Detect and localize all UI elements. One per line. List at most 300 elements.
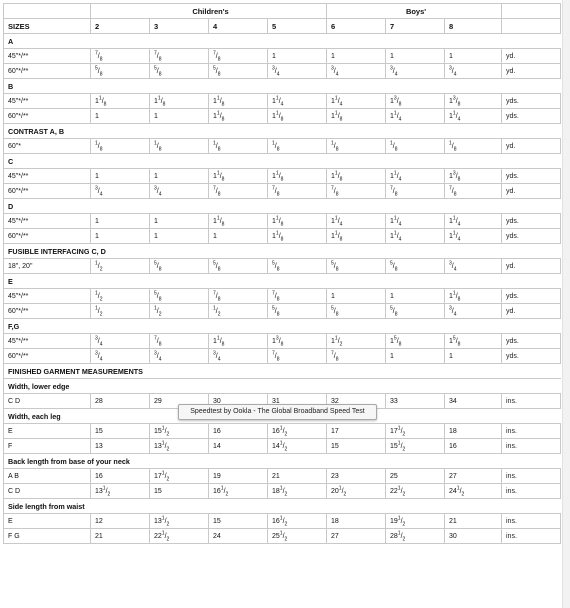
unit-cell: yd. <box>502 259 561 274</box>
value-cell: $^7/_8$ <box>209 289 268 304</box>
empty-cell <box>268 319 327 334</box>
row-label: 45"*/** <box>4 94 91 109</box>
unit-cell: yd. <box>502 304 561 319</box>
value-cell: 21 <box>91 529 150 544</box>
value-cell: $17^1/_2$ <box>150 469 209 484</box>
value-cell: 16 <box>91 469 150 484</box>
empty-cell <box>502 79 561 94</box>
empty-cell <box>268 154 327 169</box>
table-row <box>4 514 561 529</box>
empty-cell <box>209 79 268 94</box>
section-label: Back length from base of your neck <box>4 454 91 469</box>
yardage-chart <box>3 3 561 544</box>
header-blank <box>4 4 91 19</box>
empty-cell <box>327 124 386 139</box>
value-cell: 16 <box>445 439 502 454</box>
value-cell: $1^1/_8$ <box>268 214 327 229</box>
value-cell: 30 <box>445 529 502 544</box>
value-cell: $^5/_8$ <box>150 289 209 304</box>
empty-cell <box>327 454 386 469</box>
value-cell: $^1/_2$ <box>91 259 150 274</box>
value-cell: $^7/_8$ <box>150 49 209 64</box>
empty-cell <box>502 274 561 289</box>
empty-cell <box>150 34 209 49</box>
value-cell: 1 <box>91 229 150 244</box>
row-label: E <box>4 424 91 439</box>
empty-cell <box>209 379 268 394</box>
empty-cell <box>91 34 150 49</box>
value-cell: $1^3/_8$ <box>445 94 502 109</box>
value-cell: $22^1/_2$ <box>150 529 209 544</box>
unit-cell: yds. <box>502 289 561 304</box>
value-cell: $1^1/_8$ <box>209 94 268 109</box>
table-row <box>4 259 561 274</box>
value-cell: $^3/_4$ <box>386 64 445 79</box>
section-label: C <box>4 154 91 169</box>
value-cell: 32 <box>327 394 386 409</box>
empty-cell <box>386 79 445 94</box>
value-cell: $^5/_8$ <box>150 259 209 274</box>
value-cell: $1^5/_8$ <box>386 334 445 349</box>
unit-cell: ins. <box>502 529 561 544</box>
empty-cell <box>91 499 150 514</box>
value-cell: $1^1/_4$ <box>445 214 502 229</box>
value-cell: 15 <box>209 514 268 529</box>
value-cell: $^3/_4$ <box>150 349 209 364</box>
empty-cell <box>91 409 150 424</box>
empty-cell <box>445 319 502 334</box>
value-cell: $1^5/_8$ <box>445 334 502 349</box>
table-row <box>4 529 561 544</box>
value-cell: $1^1/_4$ <box>327 214 386 229</box>
value-cell: $1^1/_4$ <box>386 109 445 124</box>
value-cell: 13 <box>91 439 150 454</box>
section-row <box>4 124 561 139</box>
empty-cell <box>91 79 150 94</box>
value-cell: $18^1/_2$ <box>268 484 327 499</box>
value-cell: $1^3/_8$ <box>268 334 327 349</box>
value-cell: $^3/_4$ <box>445 304 502 319</box>
value-cell: $13^1/_2$ <box>150 514 209 529</box>
value-cell: $^7/_8$ <box>268 289 327 304</box>
value-cell: $22^1/_2$ <box>386 484 445 499</box>
empty-cell <box>209 199 268 214</box>
empty-cell <box>502 124 561 139</box>
section-row <box>4 454 561 469</box>
value-cell: $1^1/_4$ <box>386 229 445 244</box>
row-label: A B <box>4 469 91 484</box>
value-cell: $^3/_4$ <box>91 349 150 364</box>
value-cell: 1 <box>386 49 445 64</box>
value-cell: $1^1/_4$ <box>445 109 502 124</box>
value-cell: $1^1/_4$ <box>386 214 445 229</box>
section-label: FUSIBLE INTERFACING C, D <box>4 244 91 259</box>
table-row <box>4 214 561 229</box>
value-cell: 16 <box>209 424 268 439</box>
row-label: 45"*/** <box>4 169 91 184</box>
empty-cell <box>268 499 327 514</box>
value-cell: $^5/_8$ <box>209 64 268 79</box>
value-cell: $16^1/_2$ <box>268 514 327 529</box>
empty-cell <box>386 454 445 469</box>
value-cell: $^7/_8$ <box>445 184 502 199</box>
value-cell: 1 <box>327 49 386 64</box>
empty-cell <box>91 199 150 214</box>
empty-cell <box>445 364 502 379</box>
value-cell: 1 <box>150 169 209 184</box>
value-cell: $^7/_8$ <box>268 184 327 199</box>
value-cell: $^1/_2$ <box>150 304 209 319</box>
unit-cell: yds. <box>502 94 561 109</box>
empty-cell <box>150 199 209 214</box>
section-row <box>4 199 561 214</box>
value-cell: $1^1/_8$ <box>327 169 386 184</box>
empty-cell <box>268 79 327 94</box>
value-cell: $^1/_8$ <box>327 139 386 154</box>
empty-cell <box>91 274 150 289</box>
value-cell: $^1/_2$ <box>209 304 268 319</box>
childrens-header: Children's <box>91 4 327 19</box>
empty-cell <box>91 124 150 139</box>
value-cell: $^5/_8$ <box>327 304 386 319</box>
value-cell: $1^3/_8$ <box>445 169 502 184</box>
empty-cell <box>209 274 268 289</box>
value-cell: $^7/_8$ <box>268 349 327 364</box>
row-label: C D <box>4 484 91 499</box>
empty-cell <box>502 154 561 169</box>
section-label: B <box>4 79 91 94</box>
value-cell: 24 <box>209 529 268 544</box>
value-cell: $^5/_8$ <box>91 64 150 79</box>
unit-cell: ins. <box>502 394 561 409</box>
empty-cell <box>445 499 502 514</box>
empty-cell <box>502 454 561 469</box>
section-row <box>4 499 561 514</box>
value-cell: $1^1/_4$ <box>268 94 327 109</box>
value-cell: 1 <box>386 349 445 364</box>
empty-cell <box>209 154 268 169</box>
empty-cell <box>502 199 561 214</box>
value-cell: 31 <box>268 394 327 409</box>
empty-cell <box>445 199 502 214</box>
table-row <box>4 289 561 304</box>
header-blank-unit <box>502 4 561 19</box>
value-cell: $19^1/_2$ <box>386 514 445 529</box>
value-cell: 28 <box>91 394 150 409</box>
empty-cell <box>502 409 561 424</box>
section-label: A <box>4 34 91 49</box>
value-cell: $^5/_8$ <box>386 304 445 319</box>
empty-cell <box>502 319 561 334</box>
value-cell: $13^1/_2$ <box>150 439 209 454</box>
value-cell: $16^1/_2$ <box>209 484 268 499</box>
value-cell: $15^1/_2$ <box>150 424 209 439</box>
section-row <box>4 274 561 289</box>
empty-cell <box>502 34 561 49</box>
value-cell: $^5/_8$ <box>386 259 445 274</box>
value-cell: $20^1/_2$ <box>327 484 386 499</box>
empty-cell <box>386 199 445 214</box>
value-cell: $^3/_4$ <box>445 259 502 274</box>
value-cell: 1 <box>150 229 209 244</box>
value-cell: $^5/_8$ <box>268 259 327 274</box>
empty-cell <box>91 154 150 169</box>
empty-cell <box>150 79 209 94</box>
section-label: Width, lower edge <box>4 379 91 394</box>
section-row <box>4 79 561 94</box>
value-cell: $^7/_8$ <box>209 49 268 64</box>
value-cell: 14 <box>209 439 268 454</box>
boys-header: Boys' <box>327 4 502 19</box>
value-cell: 1 <box>150 214 209 229</box>
empty-cell <box>91 379 150 394</box>
tooltip: Speedtest by Ookla - The Global Broadband Speed Test <box>178 404 377 420</box>
scrollbar-track[interactable] <box>562 0 570 608</box>
empty-cell <box>268 244 327 259</box>
unit-cell: ins. <box>502 439 561 454</box>
empty-cell <box>327 34 386 49</box>
row-label: F <box>4 439 91 454</box>
value-cell: 34 <box>445 394 502 409</box>
section-row <box>4 154 561 169</box>
empty-cell <box>445 34 502 49</box>
value-cell: 21 <box>445 514 502 529</box>
value-cell: $^1/_2$ <box>91 289 150 304</box>
table-row <box>4 229 561 244</box>
value-cell: $^7/_8$ <box>209 184 268 199</box>
value-cell: 12 <box>91 514 150 529</box>
empty-cell <box>502 379 561 394</box>
section-label: D <box>4 199 91 214</box>
value-cell: $1^3/_8$ <box>386 94 445 109</box>
value-cell: 18 <box>445 424 502 439</box>
empty-cell <box>445 124 502 139</box>
unit-cell: yd. <box>502 139 561 154</box>
empty-cell <box>502 244 561 259</box>
value-cell: $^1/_8$ <box>445 139 502 154</box>
value-cell: $^7/_8$ <box>91 49 150 64</box>
empty-cell <box>150 124 209 139</box>
size-cell: 2 <box>91 19 150 34</box>
value-cell: $1^1/_8$ <box>209 169 268 184</box>
row-label: 60"*/** <box>4 64 91 79</box>
empty-cell <box>327 154 386 169</box>
empty-cell <box>209 454 268 469</box>
section-row <box>4 244 561 259</box>
value-cell: $^1/_8$ <box>91 139 150 154</box>
unit-cell: yds. <box>502 229 561 244</box>
value-cell: 1 <box>209 229 268 244</box>
value-cell: $^5/_8$ <box>327 259 386 274</box>
value-cell: 1 <box>91 109 150 124</box>
empty-cell <box>150 454 209 469</box>
value-cell: 25 <box>386 469 445 484</box>
empty-cell <box>327 244 386 259</box>
value-cell: 1 <box>91 214 150 229</box>
unit-cell: ins. <box>502 424 561 439</box>
row-label: 60"* <box>4 139 91 154</box>
value-cell: 27 <box>327 529 386 544</box>
unit-cell: ins. <box>502 514 561 529</box>
table-row <box>4 139 561 154</box>
value-cell: $^1/_8$ <box>386 139 445 154</box>
empty-cell <box>150 244 209 259</box>
row-label: C D <box>4 394 91 409</box>
value-cell: $1^1/_8$ <box>268 169 327 184</box>
row-label: F G <box>4 529 91 544</box>
empty-cell <box>150 319 209 334</box>
value-cell: 1 <box>445 49 502 64</box>
value-cell: 27 <box>445 469 502 484</box>
unit-cell: yds. <box>502 349 561 364</box>
unit-cell: ins. <box>502 469 561 484</box>
value-cell: $14^1/_2$ <box>268 439 327 454</box>
row-label: 60"*/** <box>4 184 91 199</box>
unit-cell: yd. <box>502 184 561 199</box>
empty-cell <box>209 124 268 139</box>
empty-cell <box>386 154 445 169</box>
size-cell: 5 <box>268 19 327 34</box>
unit-cell: yds. <box>502 334 561 349</box>
section-label: FINISHED GARMENT MEASUREMENTS <box>4 364 91 379</box>
empty-cell <box>445 379 502 394</box>
section-row <box>4 34 561 49</box>
value-cell: $^5/_8$ <box>209 259 268 274</box>
empty-cell <box>268 379 327 394</box>
value-cell: $15^1/_2$ <box>386 439 445 454</box>
row-label: 45"*/** <box>4 49 91 64</box>
value-cell: $^7/_8$ <box>327 349 386 364</box>
unit-cell: yd. <box>502 49 561 64</box>
table-row <box>4 469 561 484</box>
empty-cell <box>327 499 386 514</box>
value-cell: 30 <box>209 394 268 409</box>
value-cell: $^3/_4$ <box>268 64 327 79</box>
value-cell: $1^1/_8$ <box>445 289 502 304</box>
table-row <box>4 49 561 64</box>
value-cell: $1^1/_8$ <box>209 334 268 349</box>
value-cell: $1^1/_4$ <box>386 169 445 184</box>
value-cell: $1^1/_8$ <box>150 94 209 109</box>
empty-cell <box>268 364 327 379</box>
row-label: 60"*/** <box>4 109 91 124</box>
value-cell: $24^1/_2$ <box>445 484 502 499</box>
unit-cell: yd. <box>502 64 561 79</box>
row-label: E <box>4 514 91 529</box>
section-label: E <box>4 274 91 289</box>
empty-cell <box>386 319 445 334</box>
section-row <box>4 364 561 379</box>
value-cell: $^1/_2$ <box>91 304 150 319</box>
empty-cell <box>327 379 386 394</box>
value-cell: $1^1/_8$ <box>268 109 327 124</box>
empty-cell <box>209 364 268 379</box>
value-cell: 33 <box>386 394 445 409</box>
empty-cell <box>150 274 209 289</box>
value-cell: $^1/_8$ <box>150 139 209 154</box>
empty-cell <box>327 319 386 334</box>
value-cell: $^3/_4$ <box>150 184 209 199</box>
value-cell: $^1/_8$ <box>209 139 268 154</box>
value-cell: $25^1/_2$ <box>268 529 327 544</box>
empty-cell <box>209 499 268 514</box>
empty-cell <box>327 364 386 379</box>
unit-cell: yds. <box>502 109 561 124</box>
value-cell: $1^1/_4$ <box>327 94 386 109</box>
table-row <box>4 109 561 124</box>
table-row <box>4 424 561 439</box>
value-cell: $17^1/_2$ <box>386 424 445 439</box>
value-cell: $1^1/_8$ <box>268 229 327 244</box>
value-cell: $^3/_4$ <box>91 184 150 199</box>
table-row <box>4 349 561 364</box>
section-label: Side length from waist <box>4 499 91 514</box>
value-cell: $1^1/_8$ <box>209 109 268 124</box>
empty-cell <box>268 454 327 469</box>
value-cell: 1 <box>91 169 150 184</box>
empty-cell <box>445 244 502 259</box>
value-cell: $^1/_8$ <box>268 139 327 154</box>
empty-cell <box>209 319 268 334</box>
empty-cell <box>445 409 502 424</box>
empty-cell <box>445 274 502 289</box>
empty-cell <box>386 379 445 394</box>
value-cell: $28^1/_2$ <box>386 529 445 544</box>
section-label: Width, each leg <box>4 409 91 424</box>
empty-cell <box>445 454 502 469</box>
table-row <box>4 169 561 184</box>
section-row <box>4 319 561 334</box>
table-row <box>4 304 561 319</box>
value-cell: 29 <box>150 394 209 409</box>
size-cell: 3 <box>150 19 209 34</box>
value-cell: 21 <box>268 469 327 484</box>
empty-cell <box>327 274 386 289</box>
empty-cell <box>502 499 561 514</box>
empty-cell <box>209 34 268 49</box>
value-cell: $1^1/_8$ <box>327 229 386 244</box>
value-cell: 19 <box>209 469 268 484</box>
value-cell: $1^1/_8$ <box>327 109 386 124</box>
empty-cell <box>327 199 386 214</box>
value-cell: $^3/_4$ <box>327 64 386 79</box>
empty-cell <box>386 364 445 379</box>
empty-cell <box>268 124 327 139</box>
value-cell: $^5/_8$ <box>268 304 327 319</box>
value-cell: 15 <box>91 424 150 439</box>
table-row <box>4 334 561 349</box>
value-cell: $^7/_8$ <box>150 334 209 349</box>
size-cell: 8 <box>445 19 502 34</box>
row-label: 60"*/** <box>4 229 91 244</box>
empty-cell <box>91 319 150 334</box>
section-label: CONTRAST A, B <box>4 124 91 139</box>
empty-cell <box>150 364 209 379</box>
value-cell: 23 <box>327 469 386 484</box>
row-label: 45"*/** <box>4 214 91 229</box>
unit-cell: yds. <box>502 214 561 229</box>
value-cell: 17 <box>327 424 386 439</box>
value-cell: $16^1/_2$ <box>268 424 327 439</box>
empty-cell <box>502 364 561 379</box>
empty-cell <box>327 79 386 94</box>
value-cell: 1 <box>268 49 327 64</box>
empty-cell <box>445 154 502 169</box>
value-cell: $^7/_8$ <box>386 184 445 199</box>
empty-cell <box>386 244 445 259</box>
value-cell: $1^1/_2$ <box>327 334 386 349</box>
empty-cell <box>386 124 445 139</box>
